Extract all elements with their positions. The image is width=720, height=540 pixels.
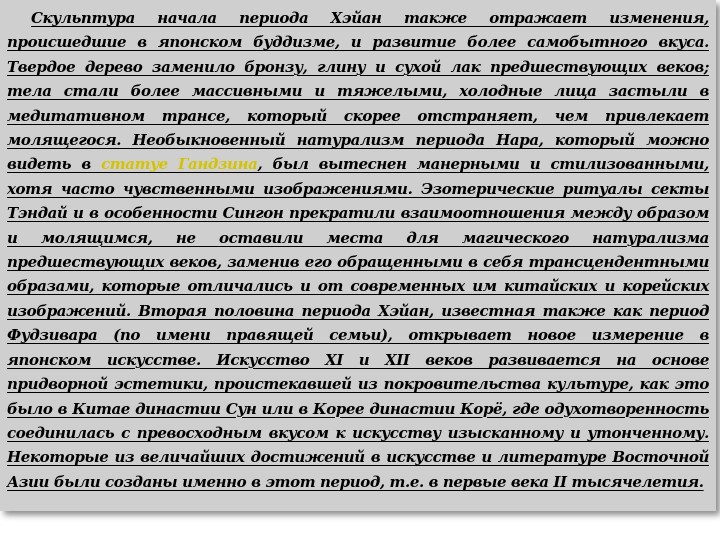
paragraph-text-before-link: Скульптура начала периода Хэйан также отражает изменения, происшедшие в японском буддизме, и развитие более самобытного вкуса. Твердое дерево заменило бронзу, глину и сухой лак предшествующих веков; тела стали более массивными и тяжелыми, холодные лица застыли в медитативном трансе, который скорее отстраняет, чем привлекает молящегося. Необыкновенный натурализм периода Нара, который можно видеть в xyxy=(7,9,709,174)
body-paragraph xyxy=(7,6,709,494)
gandzin-statue-link[interactable]: статуе Гандзина xyxy=(101,155,258,174)
paragraph-text-after-link: , был вытеснен манерными и стилизованными, хотя часто чувственными изображениями. Эзотерические ритуалы секты Тэндай и в особенности Сингон прекратили взаимоотношения между образом и молящимся, не оставили места для магического натурализма предшествующих веков, заменив его обращенными в себя трансцендентными образами, которые отличались и от современных им китайских и корейских изображений. Вторая половина периода Хэйан, известная также как период Фудзивара (по имени правящей семьи), открывает новое измерение в японском искусстве. Искусство XI и XII веков развивается на основе придворной эстетики, проистекавшей из покровительства культуре, как это было в Китае династии Сун или в Корее династии Корё, где одухотворенность соединилась с превосходным вкусом к искусству изысканному и утонченному. Некоторые из величайших достижений в искусстве и литературе Восточной Азии были созданы именно в этот период, т.е. в первые века II тысячелетия. xyxy=(7,155,709,491)
